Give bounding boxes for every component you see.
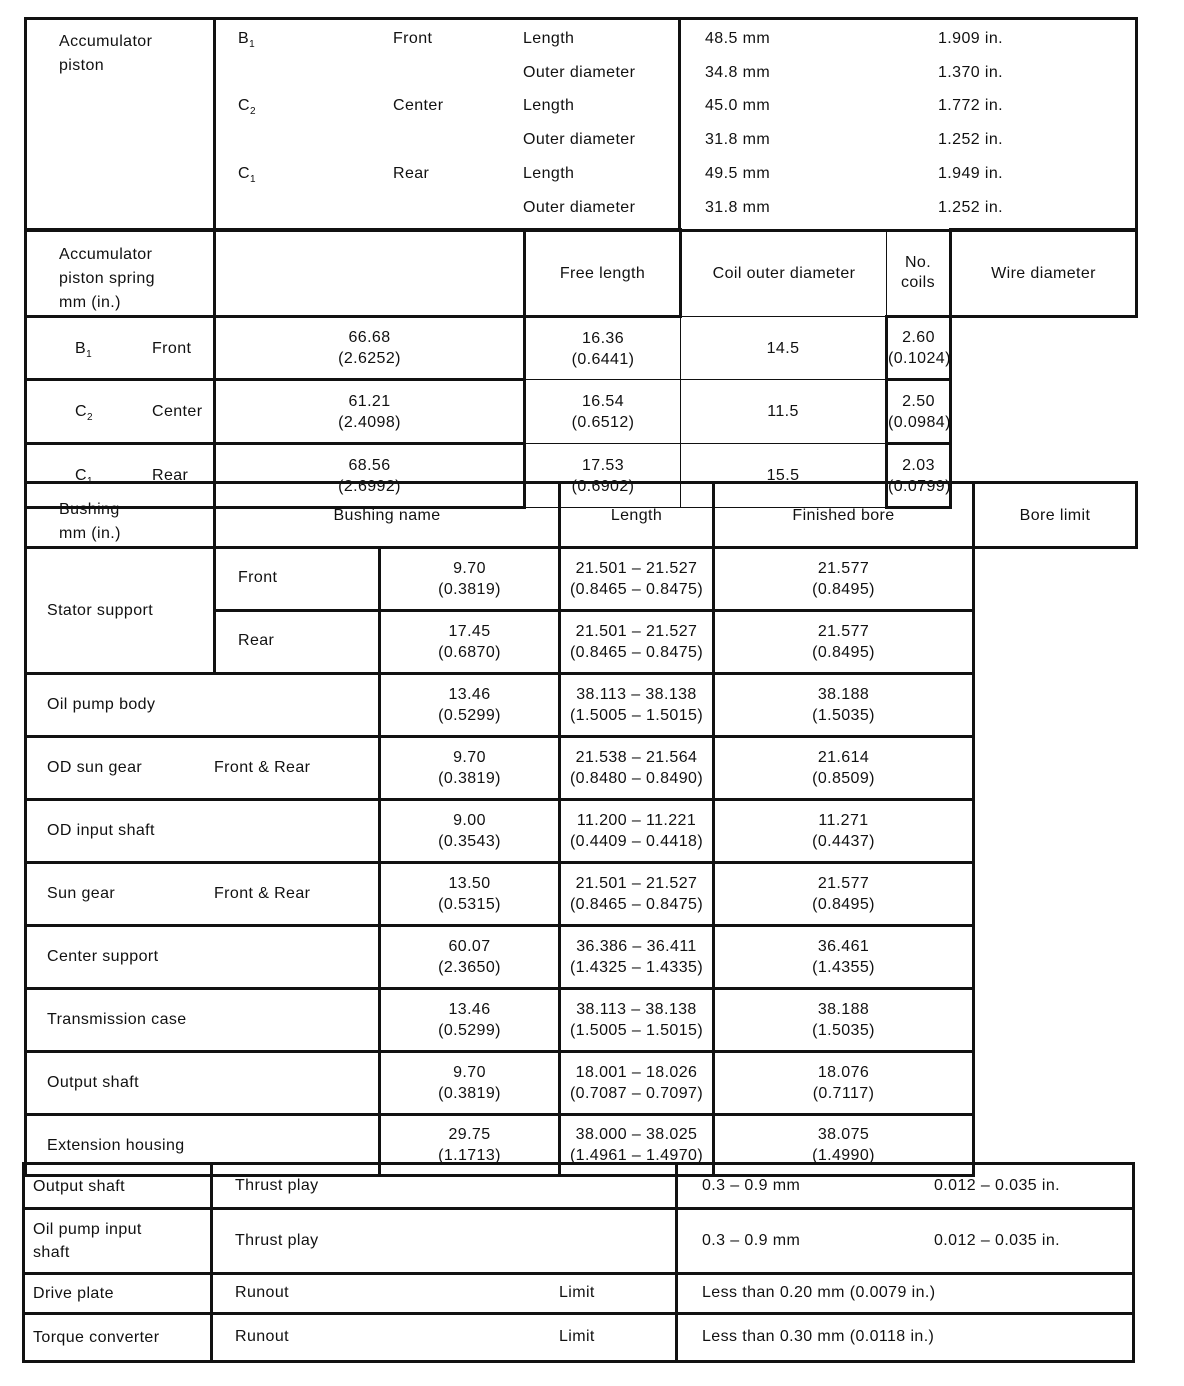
free-length-cell xyxy=(215,317,525,380)
value-cell xyxy=(677,1209,1134,1274)
code-subscript: 1 xyxy=(86,349,93,361)
accumulator-piston-table xyxy=(24,17,1138,232)
finished-bore-cell xyxy=(560,674,714,737)
item-label: Outer diameter xyxy=(523,198,636,216)
header-length: Length xyxy=(560,483,714,548)
spring-name-cell xyxy=(26,380,215,444)
finished-bore-cell xyxy=(560,863,714,926)
bushing-subname: Rear xyxy=(215,611,380,674)
label-line: Accumulator xyxy=(59,246,153,263)
free-length-value-in: (2.4098) xyxy=(338,413,401,431)
finished-bore-value-in: (1.4961 – 1.4970) xyxy=(569,1147,704,1164)
value-mm: 45.0 mm xyxy=(705,97,771,115)
coil-od-value: 16.54 xyxy=(581,392,625,410)
length-value: 17.45 xyxy=(448,623,491,640)
bore-limit-cell xyxy=(714,548,974,611)
value-mm: Less than 0.30 mm (0.0118 in.) xyxy=(702,1328,935,1345)
label-line: mm (in.) xyxy=(59,525,121,542)
value-in: 1.252 in. xyxy=(938,131,1003,149)
length-value-in: (0.5315) xyxy=(438,896,501,913)
bushing-subname: Front & Rear xyxy=(214,885,311,902)
coil-od-value-in: (0.6512) xyxy=(571,413,635,431)
header-no-coils xyxy=(887,230,951,317)
finished-bore-value: 18.001 – 18.026 xyxy=(575,1064,698,1081)
length-cell xyxy=(380,800,560,863)
finished-bore-value-in: (0.8480 – 0.8490) xyxy=(569,770,704,787)
code-letter: C xyxy=(75,403,87,420)
length-value: 9.00 xyxy=(453,812,486,829)
bore-limit-value-in: (0.4437) xyxy=(812,833,875,850)
code-subscript: 1 xyxy=(86,476,93,488)
no-coils-value: 14.5 xyxy=(766,339,800,357)
finished-bore-value-in: (0.8465 – 0.8475) xyxy=(569,644,704,661)
value-cell xyxy=(677,1164,1134,1209)
item-label: Length xyxy=(523,97,575,115)
bore-limit-value: 21.577 xyxy=(817,560,870,577)
blank-header xyxy=(215,230,525,317)
bushing-row xyxy=(26,989,1137,1052)
length-value-in: (0.5299) xyxy=(438,1022,501,1039)
header-finished-bore: Finished bore xyxy=(714,483,974,548)
bore-limit-value: 38.188 xyxy=(817,1001,870,1018)
code-letter: B xyxy=(238,30,250,47)
coil-od-value-in: (0.6441) xyxy=(571,350,635,368)
finished-bore-cell xyxy=(560,926,714,989)
part-label: Torque converter xyxy=(33,1329,160,1346)
bushing-name: Transmission case xyxy=(47,1011,187,1028)
coil-od-cell xyxy=(525,380,681,444)
code-subscript: 2 xyxy=(86,412,93,424)
bore-limit-cell xyxy=(714,863,974,926)
free-length-value-in: (2.6252) xyxy=(338,350,401,367)
position-label: Rear xyxy=(152,467,189,484)
length-value: 13.46 xyxy=(448,1001,491,1018)
finished-bore-value-in: (0.4409 – 0.4418) xyxy=(569,833,704,850)
length-cell xyxy=(380,1052,560,1115)
wire-diameter-value: 2.60 xyxy=(902,329,935,346)
bushing-name-cell xyxy=(26,737,380,800)
bushing-name-cell xyxy=(26,926,380,989)
code-letter: B xyxy=(75,340,87,357)
length-cell xyxy=(380,611,560,674)
bore-limit-cell xyxy=(714,674,974,737)
position-label: Center xyxy=(152,403,203,420)
label-line: piston xyxy=(59,57,105,74)
position-label: Front xyxy=(393,30,433,47)
value-in: 1.949 in. xyxy=(938,164,1003,182)
length-cell xyxy=(380,989,560,1052)
bushing-row xyxy=(26,1052,1137,1115)
finished-bore-value: 38.113 – 38.138 xyxy=(576,1001,697,1018)
stator-support-label: Stator support xyxy=(26,548,215,674)
label-line: piston spring xyxy=(59,270,155,287)
qualifier-label: Limit xyxy=(559,1328,595,1345)
header-line: coils xyxy=(900,273,935,291)
spring-row xyxy=(26,380,1137,444)
bore-limit-cell xyxy=(714,1052,974,1115)
value-cell xyxy=(677,1274,1134,1314)
bore-limit-value-in: (0.8495) xyxy=(812,581,875,598)
value-mm: 31.8 mm xyxy=(705,198,771,216)
value-cell xyxy=(677,1314,1134,1362)
spec-row xyxy=(24,1274,1134,1314)
value-mm: 34.8 mm xyxy=(705,63,771,81)
bore-limit-value: 11.271 xyxy=(818,812,869,829)
item-label: Outer diameter xyxy=(523,63,636,81)
header-bore-limit: Bore limit xyxy=(974,483,1137,548)
code-subscript: 1 xyxy=(249,173,256,185)
length-cell xyxy=(380,548,560,611)
bushing-name-cell xyxy=(26,674,380,737)
code-subscript: 1 xyxy=(249,39,256,51)
finished-bore-value: 21.501 – 21.527 xyxy=(575,623,698,640)
item-cell xyxy=(212,1314,677,1362)
finished-bore-cell xyxy=(560,611,714,674)
code-letter: C xyxy=(238,164,250,182)
item-label: Runout xyxy=(235,1284,289,1301)
part-label: Output shaft xyxy=(33,1177,125,1195)
item-label: Runout xyxy=(235,1328,289,1345)
length-value-in: (0.3819) xyxy=(438,581,501,598)
value-in: 1.772 in. xyxy=(938,97,1003,115)
free-length-value-in: (2.6992) xyxy=(338,477,401,495)
piston-items-cell xyxy=(215,19,680,231)
bushing-name: Output shaft xyxy=(47,1074,139,1091)
bore-limit-cell xyxy=(714,737,974,800)
component-code xyxy=(75,403,93,423)
length-value-in: (0.3819) xyxy=(438,1085,501,1102)
bushing-name: Center support xyxy=(47,948,159,965)
length-cell xyxy=(380,863,560,926)
value-in: 1.370 in. xyxy=(938,63,1003,81)
bushing-name: OD sun gear xyxy=(47,759,143,776)
component-code xyxy=(75,340,92,360)
length-value: 9.70 xyxy=(453,1064,486,1081)
component-code xyxy=(238,165,256,185)
part-label: Drive plate xyxy=(33,1285,114,1302)
bushing-row xyxy=(26,548,1137,611)
value-mm: 0.3 – 0.9 mm xyxy=(702,1231,801,1249)
bushing-subname: Front & Rear xyxy=(214,759,311,776)
bore-limit-value: 18.076 xyxy=(817,1064,870,1081)
item-label: Length xyxy=(523,164,575,182)
bore-limit-value-in: (0.7117) xyxy=(812,1085,875,1102)
coil-od-value-in: (0.6902) xyxy=(571,477,635,495)
header-wire-diameter: Wire diameter xyxy=(951,230,1137,317)
bushing-row xyxy=(26,737,1137,800)
bushing-row xyxy=(26,674,1137,737)
spring-row xyxy=(26,317,1137,380)
finished-bore-value: 21.501 – 21.527 xyxy=(575,560,698,577)
finished-bore-cell xyxy=(560,548,714,611)
wire-diameter-value: 2.03 xyxy=(902,456,935,474)
finished-bore-value-in: (0.7087 – 0.7097) xyxy=(569,1085,704,1102)
value-mm: 31.8 mm xyxy=(705,131,771,149)
wire-diameter-cell xyxy=(887,317,951,380)
length-value: 9.70 xyxy=(453,749,486,766)
value-in: 0.012 – 0.035 in. xyxy=(934,1231,1061,1249)
length-value: 29.75 xyxy=(448,1126,491,1143)
spec-row xyxy=(24,1314,1134,1362)
accumulator-piston-label xyxy=(26,19,215,231)
bore-limit-value-in: (1.4355) xyxy=(812,959,875,976)
no-coils-cell xyxy=(681,380,887,444)
value-mm: 48.5 mm xyxy=(705,30,771,47)
part-label-cell xyxy=(24,1314,212,1362)
coil-od-cell xyxy=(525,317,681,380)
bore-limit-value-in: (1.5035) xyxy=(812,1022,875,1039)
header-coil-od: Coil outer diameter xyxy=(681,230,887,317)
spec-row xyxy=(24,1209,1134,1274)
piston-spring-table xyxy=(24,228,1138,509)
bore-limit-value: 36.461 xyxy=(817,938,870,955)
bore-limit-value: 38.188 xyxy=(817,686,870,703)
bushing-subname: Front xyxy=(215,548,380,611)
finished-bore-value-in: (0.8465 – 0.8475) xyxy=(569,581,704,598)
value-in: 1.252 in. xyxy=(938,198,1003,216)
bore-limit-cell xyxy=(714,800,974,863)
finished-bore-value-in: (1.5005 – 1.5015) xyxy=(569,1022,704,1039)
header-line: No. xyxy=(904,253,932,271)
length-value: 13.50 xyxy=(448,875,491,892)
no-coils-value: 11.5 xyxy=(767,403,799,420)
misc-specs-table xyxy=(22,1162,1135,1363)
wire-diameter-value-in: (0.1024) xyxy=(888,350,951,367)
length-cell xyxy=(380,674,560,737)
length-value-in: (1.1713) xyxy=(438,1147,501,1164)
no-coils-cell xyxy=(681,317,887,380)
length-value-in: (2.3650) xyxy=(438,959,501,976)
bushing-name: OD input shaft xyxy=(47,822,155,839)
bore-limit-value-in: (1.4990) xyxy=(812,1147,875,1164)
length-value-in: (0.6870) xyxy=(438,644,501,661)
value-in: 1.909 in. xyxy=(938,30,1003,47)
bushing-name: Oil pump body xyxy=(47,696,156,713)
free-length-value: 68.56 xyxy=(348,456,391,474)
bushing-row xyxy=(26,926,1137,989)
bore-limit-value: 21.577 xyxy=(817,875,870,892)
bushing-name-cell xyxy=(26,800,380,863)
coil-od-value: 16.36 xyxy=(581,329,625,347)
wire-diameter-value-in: (0.0984) xyxy=(888,413,951,431)
spec-row xyxy=(24,1164,1134,1209)
part-label-cell xyxy=(24,1164,212,1209)
bushing-row xyxy=(26,863,1137,926)
item-label: Thrust play xyxy=(235,1176,319,1194)
position-label: Center xyxy=(393,97,444,115)
label-line: Bushing xyxy=(59,501,120,518)
finished-bore-cell xyxy=(560,800,714,863)
length-value: 60.07 xyxy=(448,938,491,955)
bore-limit-cell xyxy=(714,611,974,674)
finished-bore-value-in: (1.5005 – 1.5015) xyxy=(569,707,704,724)
finished-bore-value-in: (1.4325 – 1.4335) xyxy=(569,959,704,976)
bushing-label xyxy=(26,483,215,548)
item-label: Thrust play xyxy=(235,1231,319,1249)
finished-bore-cell xyxy=(560,737,714,800)
free-length-value: 61.21 xyxy=(348,392,391,410)
bushing-name-cell xyxy=(26,1052,380,1115)
item-cell xyxy=(212,1164,677,1209)
bushing-name: Extension housing xyxy=(47,1137,185,1154)
code-letter: C xyxy=(75,467,87,484)
bore-limit-value: 21.577 xyxy=(817,623,870,640)
finished-bore-value: 36.386 – 36.411 xyxy=(576,938,697,955)
bushing-name-cell xyxy=(26,863,380,926)
component-code xyxy=(238,30,255,50)
part-label-cell xyxy=(24,1274,212,1314)
label-line: Accumulator xyxy=(59,33,153,50)
bore-limit-value-in: (0.8495) xyxy=(812,896,875,913)
part-label: shaft xyxy=(33,1244,70,1261)
code-letter: C xyxy=(238,97,250,115)
bore-limit-value: 21.614 xyxy=(817,749,870,766)
value-mm: Less than 0.20 mm (0.0079 in.) xyxy=(702,1284,936,1301)
header-free-length: Free length xyxy=(525,230,681,317)
spring-name-cell xyxy=(26,317,215,380)
code-subscript: 2 xyxy=(249,106,256,118)
free-length-value: 66.68 xyxy=(348,329,391,346)
wire-diameter-cell xyxy=(887,380,951,444)
wire-diameter-value: 2.50 xyxy=(902,392,935,410)
bushing-row xyxy=(26,800,1137,863)
length-cell xyxy=(380,737,560,800)
position-label: Rear xyxy=(393,164,430,182)
piston-values-cell xyxy=(680,19,1137,231)
bore-limit-cell xyxy=(714,926,974,989)
component-code xyxy=(238,97,256,117)
part-label-cell xyxy=(24,1209,212,1274)
bore-limit-value: 38.075 xyxy=(817,1126,870,1143)
free-length-cell xyxy=(215,380,525,444)
length-value-in: (0.3543) xyxy=(438,833,501,850)
part-label: Oil pump input xyxy=(33,1221,142,1238)
finished-bore-value: 21.538 – 21.564 xyxy=(575,749,698,766)
label-line: mm (in.) xyxy=(59,294,121,311)
piston-spring-label xyxy=(26,230,215,317)
value-mm: 49.5 mm xyxy=(705,164,771,182)
finished-bore-value: 11.200 – 11.221 xyxy=(576,812,697,829)
finished-bore-cell xyxy=(560,1052,714,1115)
finished-bore-value: 38.113 – 38.138 xyxy=(576,686,697,703)
length-value-in: (0.3819) xyxy=(438,770,501,787)
bushing-name-cell xyxy=(26,989,380,1052)
bore-limit-value-in: (0.8509) xyxy=(812,770,875,787)
qualifier-label: Limit xyxy=(559,1284,595,1301)
value-in: 0.012 – 0.035 in. xyxy=(934,1176,1061,1194)
position-label: Front xyxy=(152,340,192,357)
length-cell xyxy=(380,926,560,989)
coil-od-value: 17.53 xyxy=(581,456,625,474)
item-cell xyxy=(212,1209,677,1274)
length-value-in: (0.5299) xyxy=(438,707,501,724)
bore-limit-cell xyxy=(714,989,974,1052)
length-value: 13.46 xyxy=(448,686,491,703)
length-value: 9.70 xyxy=(453,560,486,577)
bushing-name: Sun gear xyxy=(47,885,116,902)
item-label: Outer diameter xyxy=(523,131,636,149)
finished-bore-cell xyxy=(560,989,714,1052)
bushing-table xyxy=(24,481,1138,1177)
item-label: Length xyxy=(523,30,575,47)
no-coils-value: 15.5 xyxy=(766,467,800,484)
item-cell xyxy=(212,1274,677,1314)
wire-diameter-value-in: (0.0799) xyxy=(888,477,951,495)
bore-limit-value-in: (1.5035) xyxy=(812,707,875,724)
bore-limit-value-in: (0.8495) xyxy=(812,644,875,661)
value-mm: 0.3 – 0.9 mm xyxy=(702,1176,801,1194)
header-bushing-name: Bushing name xyxy=(215,483,560,548)
finished-bore-value-in: (0.8465 – 0.8475) xyxy=(569,896,704,913)
finished-bore-value: 38.000 – 38.025 xyxy=(575,1126,698,1143)
finished-bore-value: 21.501 – 21.527 xyxy=(575,875,698,892)
